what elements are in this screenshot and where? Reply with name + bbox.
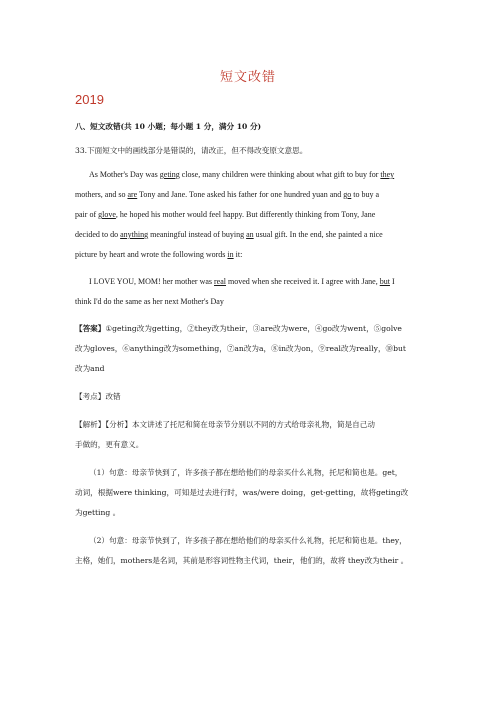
analysis-line: 主格，她们，mothers是名词，其前是形容词性物主代词，their，他们的，故将 they改为their 。 [75,556,409,565]
answer-line: 【答案】①geting改为getting，②they改为their，③are改为were，④go改为went，⑤golve [75,324,402,333]
answer-label: 【答案】 [75,324,106,333]
passage-line: mothers, and so are Tony and Jane. Tone asked his father for one hundred yuan and go to buy a [75,190,380,199]
passage-line: pair of glove, he hoped his mother would feel happy. But differently thinking from Tony, Jane [75,210,376,219]
passage-line: As Mother's Day was geting close, many children were thinking about what gift to buy for they [89,170,395,179]
analysis-line: 动词，根据were thinking，可知是过去进行时，was/were doing，get-getting，故将geting改 [75,488,409,497]
analysis-line: 手做的，更有意义。 [75,440,144,449]
analysis-line: 【解析】【分析】本文讲述了托尼和简在母亲节分别以不同的方式给母亲礼物，简是自己动 [75,420,375,429]
page-title: 短文改错 [219,70,276,85]
instruction: 33.下面短文中的画线部分是错误的，请改正，但不得改变原文意思。 [75,146,308,155]
passage-line: picture by heart and wrote the following words in it: [75,250,243,259]
passage-line: think I'd do the same as her next Mother's Day [75,297,224,306]
year-heading: 2019 [75,92,104,107]
analysis-line: （1）句意：母亲节快到了，许多孩子都在想给他们的母亲买什么礼物，托尼和简也是。get， [89,468,403,477]
passage-line: I LOVE YOU, MOM! her mother was real moved when she received it. I agree with Jane, but I [89,277,395,286]
kaodian: 【考点】改错 [75,392,121,401]
analysis-line: 为getting 。 [75,508,121,517]
passage-line: decided to do anything meaningful instead of buying an usual gift. In the end, she painted a nice [75,230,383,239]
analysis-line: （2）句意：母亲节快到了，许多孩子都在想给他们的母亲买什么礼物，托尼和简也是。they， [89,536,407,545]
answer-line: 改为and [75,364,105,373]
answer-line: 改为gloves，⑥anything改为something，⑦an改为a，⑧in改为on，⑨real改为really，⑩but [75,344,406,353]
section-heading: 八、短文改错(共 10 小题；每小题 1 分，满分 10 分) [75,122,262,131]
